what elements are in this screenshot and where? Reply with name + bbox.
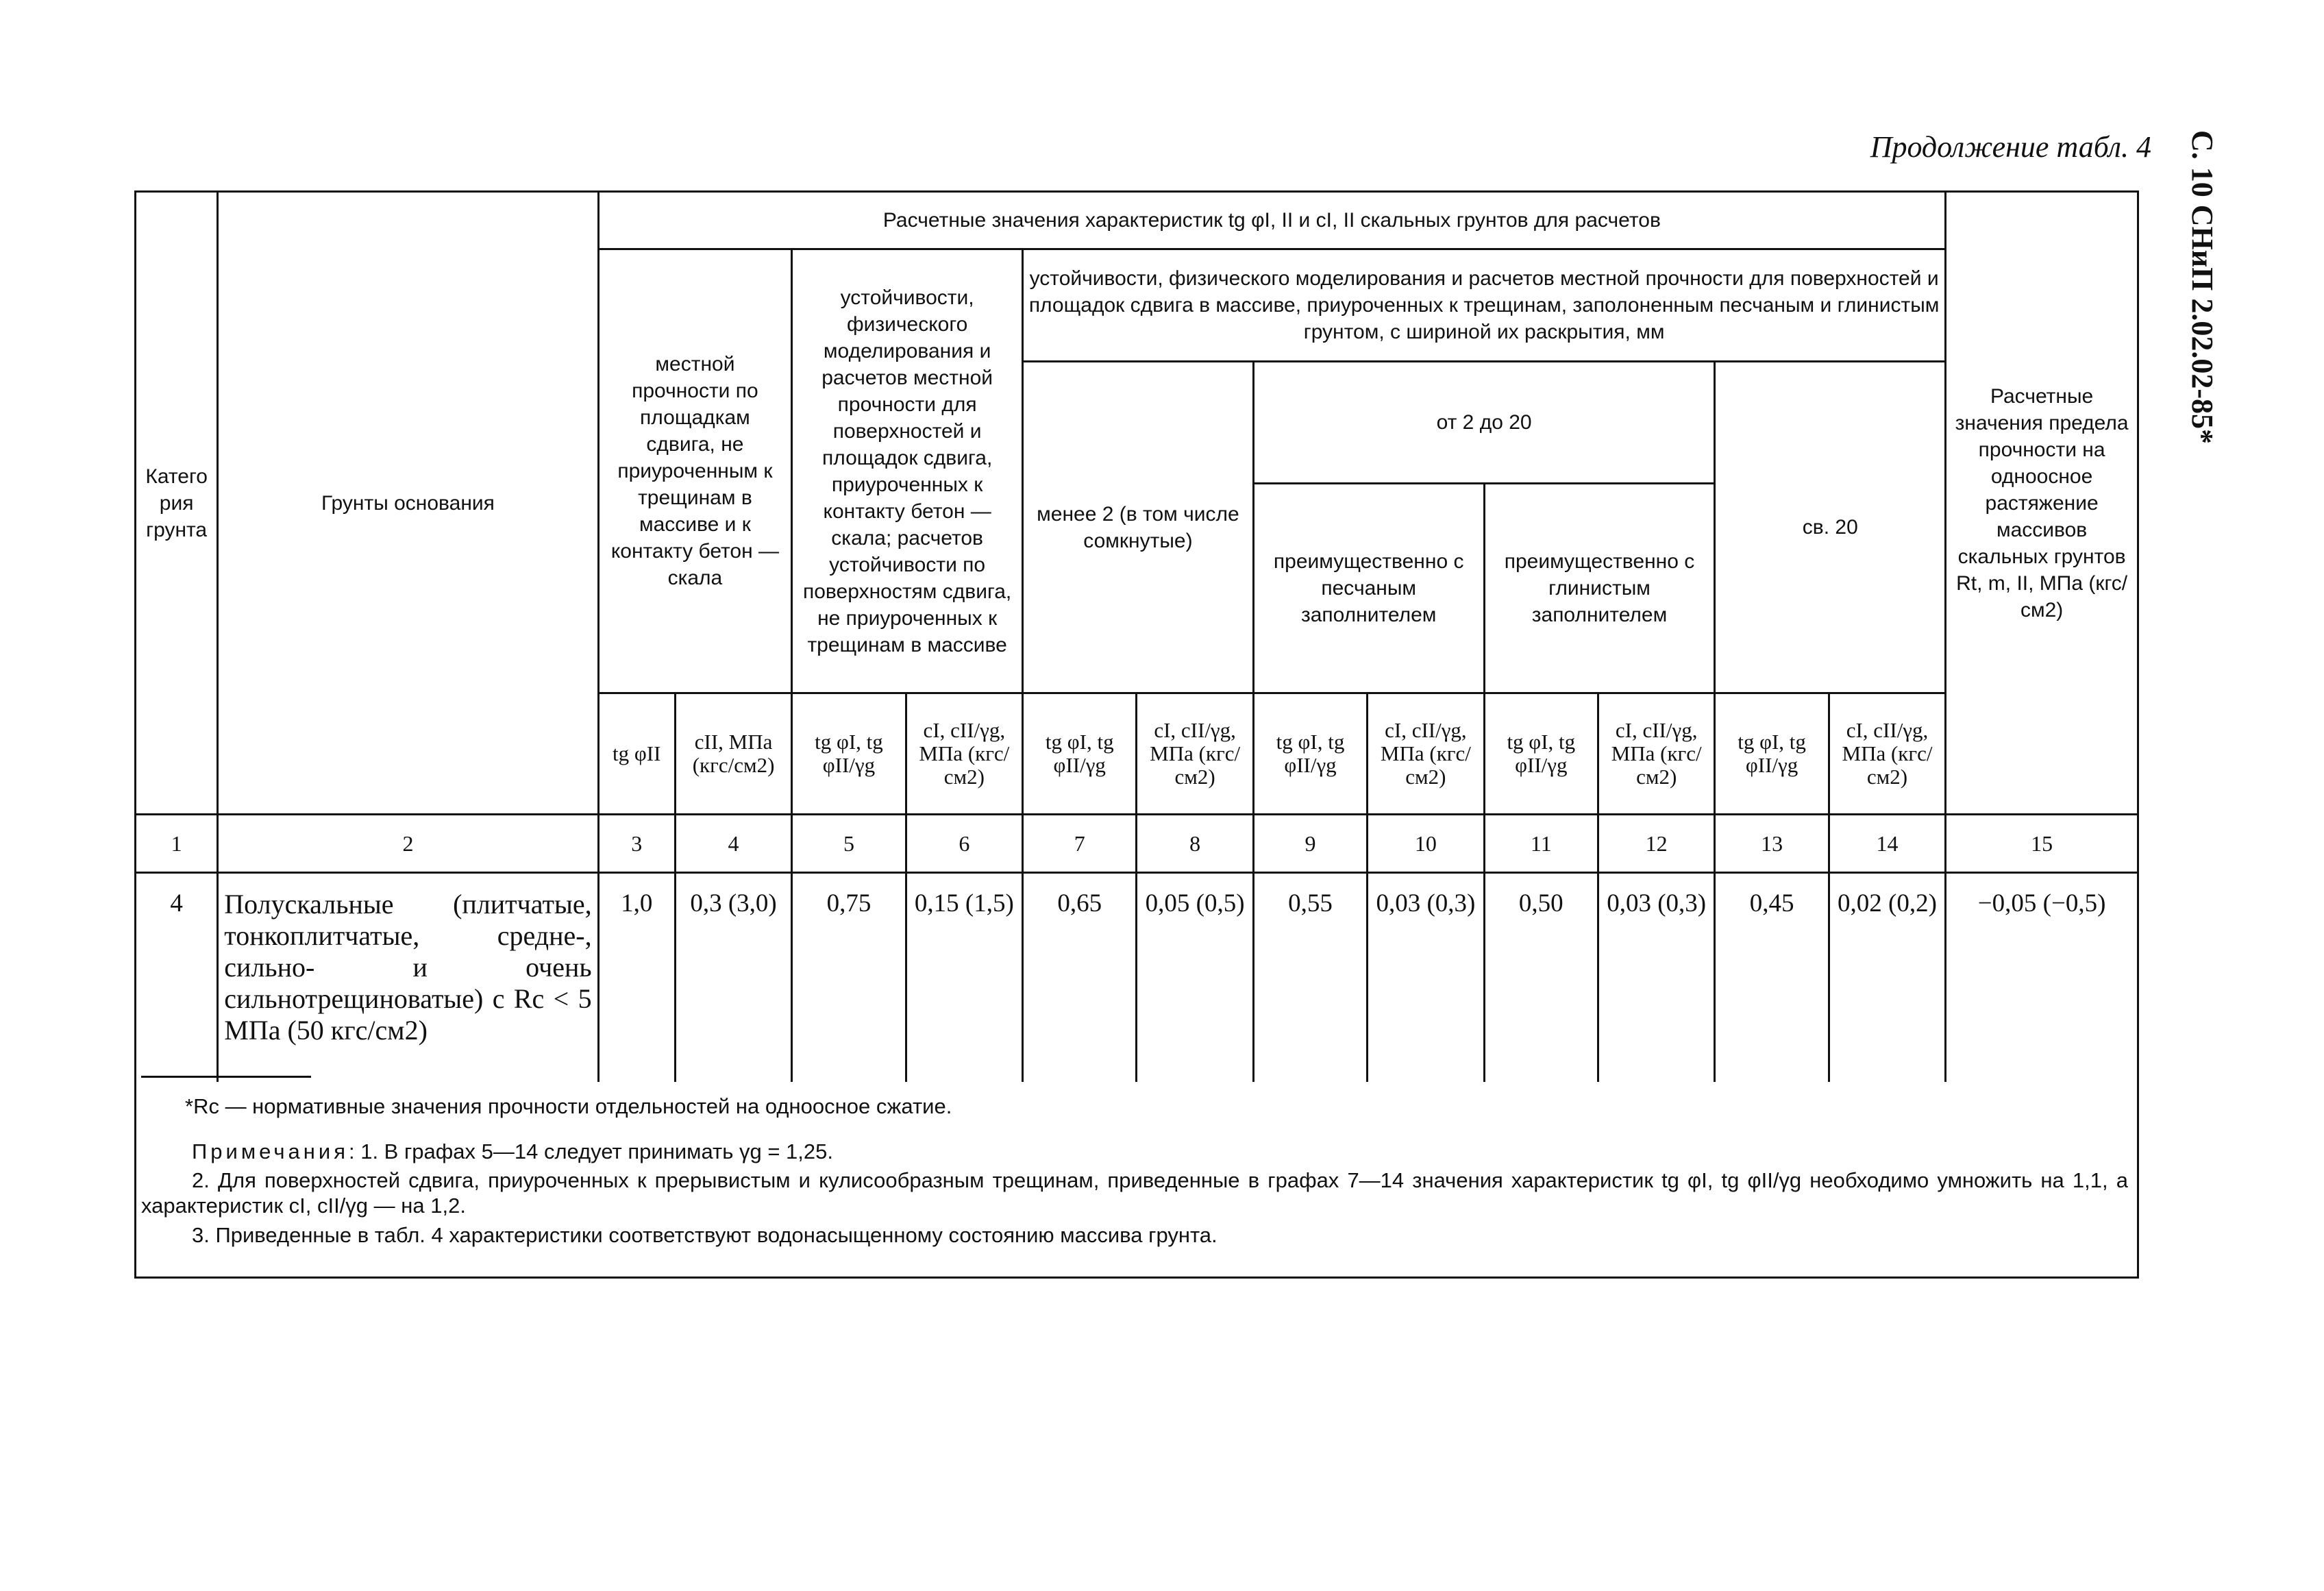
column-number: 13 [1715,815,1829,873]
value-cell: 0,3 (3,0) [675,873,791,1083]
column-number: 6 [906,815,1022,873]
value-cell: 0,75 [792,873,906,1083]
value-cell: 0,02 (0,2) [1829,873,1945,1083]
notes-label: Примечания [192,1139,349,1163]
symbol-cell: cI, cII/γg, МПа (кгс/см2) [1368,693,1484,815]
value-cell: 0,15 (1,5) [906,873,1022,1083]
column-number: 8 [1137,815,1253,873]
value-cell: 0,50 [1484,873,1598,1083]
symbol-cell: cI, cII/γg, МПа (кгс/см2) [1829,693,1945,815]
header-col15: Расчетные значения предела прочности на одноосное растяжение массивов скальных грунтов Rt, m, II, МПа (кгс/см2) [1946,192,2138,815]
page-reference: С. 10 СНиП 2.02.02-85* [2186,130,2219,445]
column-number: 1 [136,815,218,873]
symbol-cell: tg φII [598,693,675,815]
column-number: 9 [1253,815,1367,873]
header-clay: преимущественно с глинистым заполнителем [1484,484,1715,693]
header-sand: преимущественно с песчаным заполнителем [1253,484,1484,693]
value-cell: 0,03 (0,3) [1368,873,1484,1083]
note-2: 2. Для поверхностей сдвига, приуроченных к прерывистым и кулисообразным трещинам, приведенные в графах 7—14 значения характеристик tg φI, tg φII/γg необходимо умножить на 1,1, а характеристик cI, cII/γg — на 1,2. [141,1168,2128,1218]
symbol-cell: tg φI, tg φII/γg [1023,693,1137,815]
column-number: 14 [1829,815,1945,873]
header-less-2: менее 2 (в том числе сомкнутые) [1023,362,1254,693]
table-row [136,873,2138,1083]
category-cell: 4 [136,873,218,1083]
column-number: 11 [1484,815,1598,873]
value-cell: 0,65 [1023,873,1137,1083]
value-cell: −0,05 (−0,5) [1946,873,2138,1083]
column-numbers-row [136,815,2138,873]
symbol-cell: cI, cII/γg, МПа (кгс/см2) [906,693,1022,815]
header-local-strength: местной прочности по площадкам сдвига, не приуроченным к трещинам в массиве и к контакту бетон — скала [598,249,792,693]
symbol-cell: tg φI, tg φII/γg [1253,693,1367,815]
value-cell: 0,03 (0,3) [1598,873,1714,1083]
symbol-cell: cII, МПа (кгс/см2) [675,693,791,815]
column-number: 15 [1946,815,2138,873]
footnote-rc: *Rc — нормативные значения прочности отдельностей на одноосное сжатие. [185,1094,952,1118]
header-filled-cracks: устойчивости, физического моделирования и расчетов местной прочности для поверхностей и площадок сдвига в массиве, приуроченных к трещинам, заполоненным песчаным и глинистым грунтом, с шириной их раскрытия, мм [1023,249,1946,362]
column-number: 5 [792,815,906,873]
symbol-cell: cI, cII/γg, МПа (кгс/см2) [1137,693,1253,815]
header-group: Расчетные значения характеристик tg φI, II и cI, II скальных грунтов для расчетов [598,192,1946,249]
note-3: 3. Приведенные в табл. 4 характеристики соответствуют водонасыщенному состоянию массива грунта. [192,1223,1217,1247]
header-over-20: св. 20 [1715,362,1946,693]
note-1 [192,1139,833,1164]
running-title: Продолжение табл. 4 [1870,130,2151,164]
value-cell: 0,55 [1253,873,1367,1083]
column-number: 7 [1023,815,1137,873]
header-category: Категория грунта [136,192,218,815]
note-1-text: : 1. В графах 5—14 следует принимать γg = 1,25. [348,1139,833,1163]
soil-characteristics-table [134,190,2139,1082]
value-cell: 0,05 (0,5) [1137,873,1253,1083]
header-2-to-20: от 2 до 20 [1253,362,1715,484]
symbol-cell: tg φI, tg φII/γg [1715,693,1829,815]
column-number: 4 [675,815,791,873]
symbol-cell: cI, cII/γg, МПа (кгс/см2) [1598,693,1714,815]
symbol-cell: tg φI, tg φII/γg [792,693,906,815]
symbol-cell: tg φI, tg φII/γg [1484,693,1598,815]
column-number: 3 [598,815,675,873]
value-cell: 0,45 [1715,873,1829,1083]
column-number: 10 [1368,815,1484,873]
header-stability: устойчивости, физического моделирования и расчетов местной прочности для поверхностей и площадок сдвига, приуроченных к контакту бетон — скала; расчетов устойчивости по поверхностям сдвига, не приуроченных к трещинам в массиве [792,249,1023,693]
value-cell: 1,0 [598,873,675,1083]
column-number: 2 [218,815,598,873]
column-number: 12 [1598,815,1714,873]
soil-description-cell: Полускальные (плитчатые, тонкоплитчатые, средне-, сильно- и очень сильнотрещиноватые) с Rc < 5 МПа (50 кгс/см2) [218,873,598,1083]
footnote-rule [141,1076,311,1078]
header-soils: Грунты основания [218,192,598,815]
